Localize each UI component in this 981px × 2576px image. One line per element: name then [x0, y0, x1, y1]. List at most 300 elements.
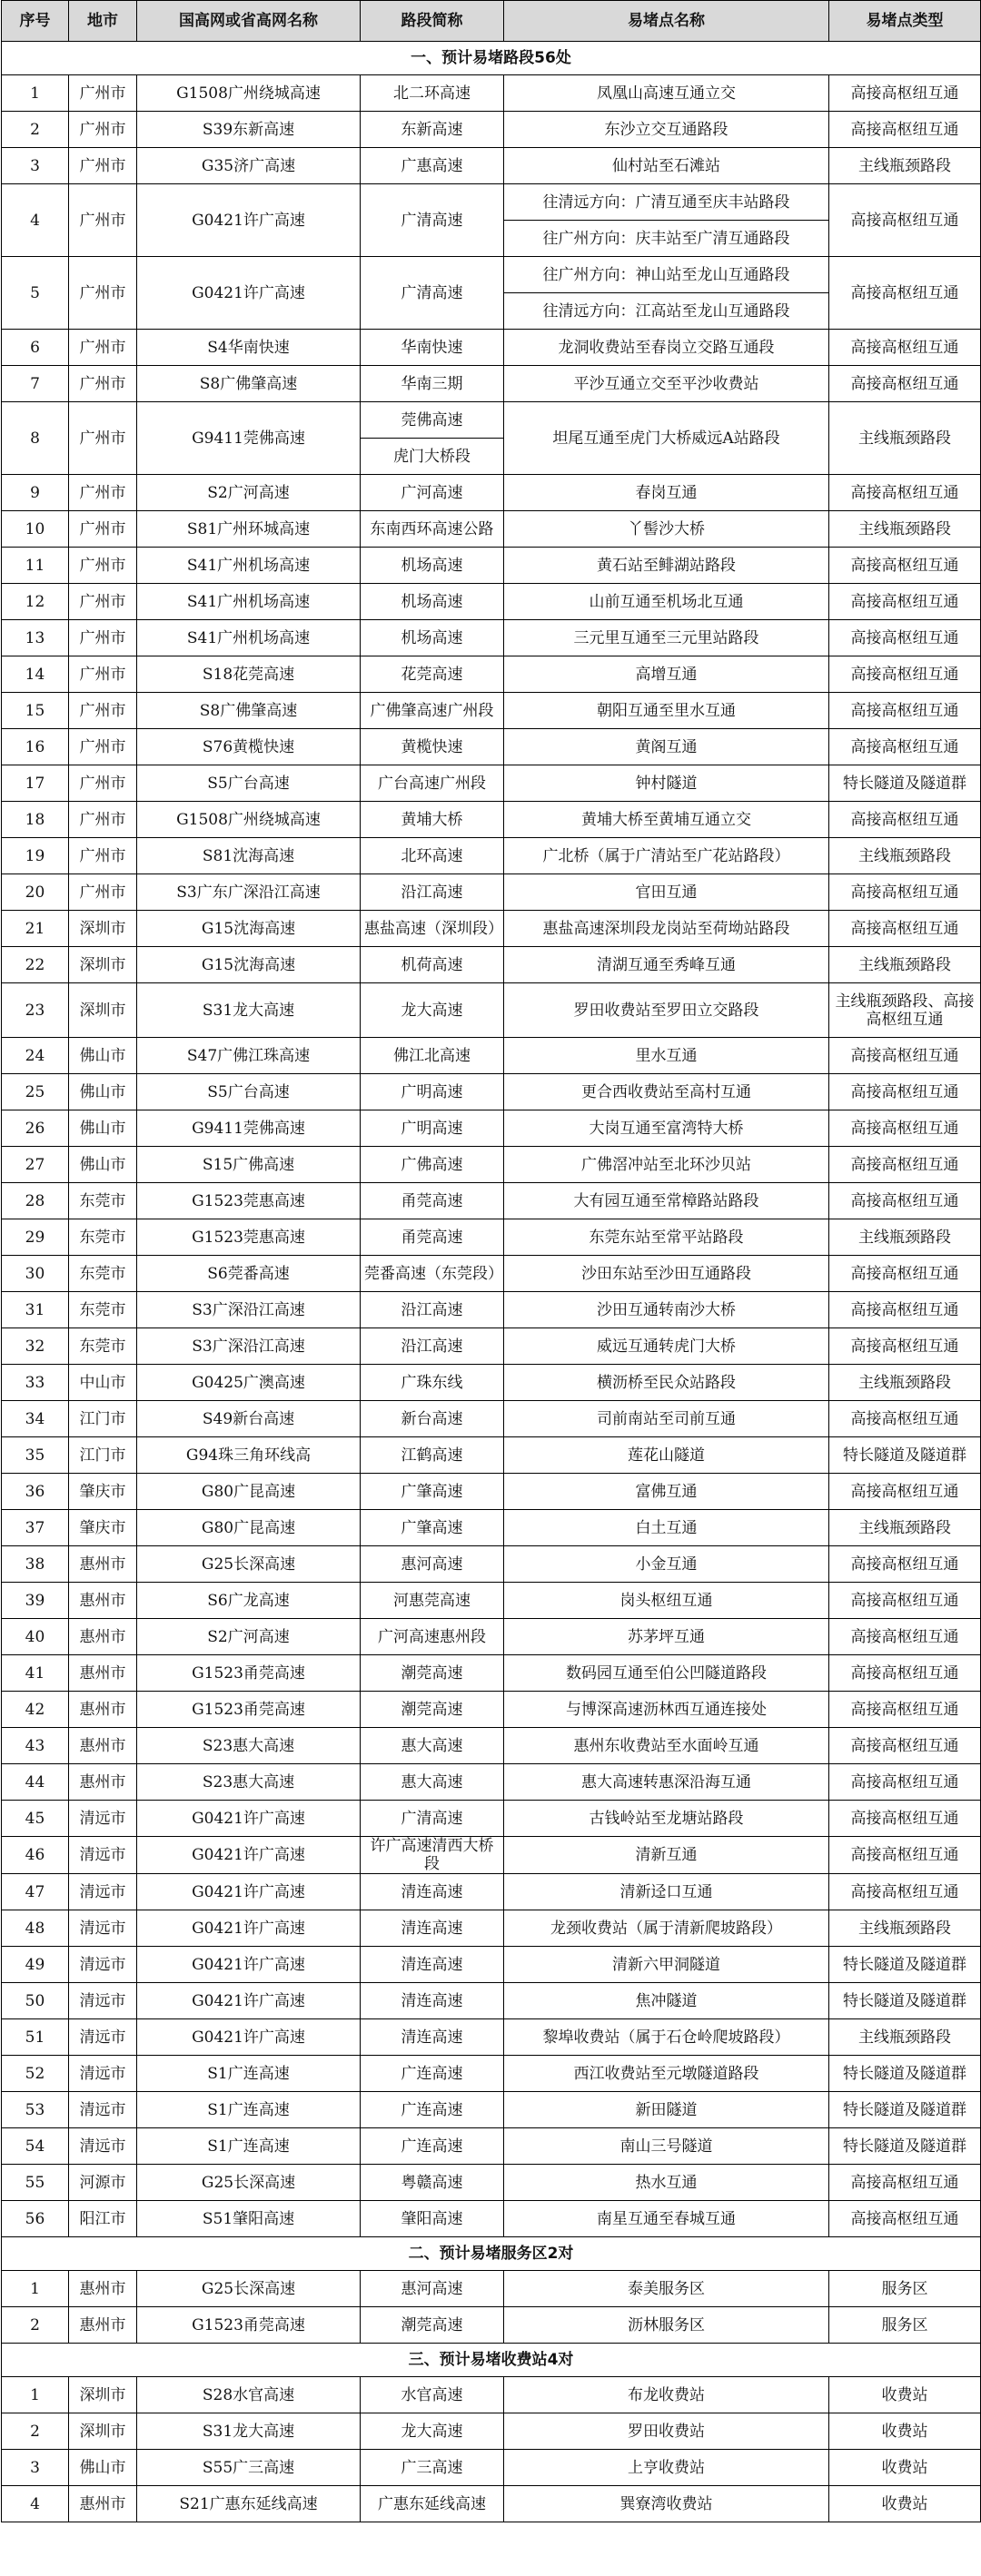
table-row: [2, 1837, 981, 1874]
point-type-cell: 收费站: [829, 2486, 981, 2522]
row-number: 1: [2, 75, 69, 112]
section-short-cell: 广肇高速: [361, 1510, 504, 1546]
congestion-point-cell: 黄阁互通: [504, 729, 829, 765]
road-name-cell: S3广深沿江高速: [137, 1292, 361, 1328]
road-name-cell: G25长深高速: [137, 1546, 361, 1583]
section-short-cell: 龙大高速: [361, 2413, 504, 2450]
point-type-cell: 高接高枢纽互通: [829, 1074, 981, 1110]
row-number: 11: [2, 548, 69, 584]
congestion-point-cell: 清新六甲洞隧道: [504, 1947, 829, 1983]
congestion-point-cell: 苏茅坪互通: [504, 1619, 829, 1655]
table-row: [2, 2019, 981, 2056]
congestion-point-cell: 莲花山隧道: [504, 1437, 829, 1474]
table-row: [2, 548, 981, 584]
section-short-cell: 华南快速: [361, 330, 504, 366]
section-short-cell: 广清高速: [361, 184, 504, 257]
table-row: [2, 75, 981, 112]
row-number: 2: [2, 2413, 69, 2450]
congestion-point-cell: 惠盐高速深圳段龙岗站至荷坳站路段: [504, 911, 829, 947]
city-cell: 广州市: [69, 112, 137, 148]
city-cell: 东莞市: [69, 1292, 137, 1328]
road-name-cell: S28水官高速: [137, 2377, 361, 2413]
point-type-cell: 主线瓶颈路段: [829, 1365, 981, 1401]
row-number: 18: [2, 802, 69, 838]
road-name-cell: S21广惠东延线高速: [137, 2486, 361, 2522]
row-number: 2: [2, 112, 69, 148]
point-type-cell: 特长隧道及隧道群: [829, 765, 981, 802]
city-cell: 清远市: [69, 1801, 137, 1837]
road-name-cell: S23惠大高速: [137, 1764, 361, 1801]
city-cell: 广州市: [69, 548, 137, 584]
road-name-cell: S4华南快速: [137, 330, 361, 366]
road-name-cell: G0421许广高速: [137, 1837, 361, 1874]
point-type-cell: 特长隧道及隧道群: [829, 2092, 981, 2128]
table-row: [2, 1801, 981, 1837]
point-type-cell: 高接高枢纽互通: [829, 1692, 981, 1728]
congestion-point-cell: 大岗互通至富湾特大桥: [504, 1110, 829, 1147]
road-name-cell: S1广连高速: [137, 2092, 361, 2128]
row-number: 52: [2, 2056, 69, 2092]
city-cell: 惠州市: [69, 2486, 137, 2522]
point-type-cell: 高接高枢纽互通: [829, 1583, 981, 1619]
congestion-point-cell: 焦冲隧道: [504, 1983, 829, 2019]
section-short-cell: 广连高速: [361, 2092, 504, 2128]
section-short-cell: 机场高速: [361, 584, 504, 620]
table-row: [2, 693, 981, 729]
point-type-cell: 高接高枢纽互通: [829, 656, 981, 693]
point-type-cell: 高接高枢纽互通: [829, 1764, 981, 1801]
congestion-point-cell: 往清远方向：江高站至龙山互通路段: [504, 293, 829, 330]
point-type-cell: 高接高枢纽互通: [829, 1292, 981, 1328]
section-short-cell: 东新高速: [361, 112, 504, 148]
city-cell: 惠州市: [69, 1764, 137, 1801]
point-type-cell: 高接高枢纽互通: [829, 1401, 981, 1437]
table-row: [2, 2128, 981, 2165]
road-name-cell: G0425广澳高速: [137, 1365, 361, 1401]
point-type-cell: 主线瓶颈路段: [829, 1910, 981, 1947]
city-cell: 深圳市: [69, 2413, 137, 2450]
city-cell: 佛山市: [69, 2450, 137, 2486]
header-type: 易堵点类型: [829, 1, 981, 42]
point-type-cell: 高接高枢纽互通: [829, 1038, 981, 1074]
city-cell: 广州市: [69, 729, 137, 765]
city-cell: 深圳市: [69, 983, 137, 1038]
road-name-cell: G1508广州绕城高速: [137, 75, 361, 112]
row-number: 41: [2, 1655, 69, 1692]
row-number: 25: [2, 1074, 69, 1110]
city-cell: 清远市: [69, 1874, 137, 1910]
table-row: [2, 2201, 981, 2237]
congestion-point-cell: 里水互通: [504, 1038, 829, 1074]
row-number: 56: [2, 2201, 69, 2237]
congestion-point-cell: 威远互通转虎门大桥: [504, 1328, 829, 1365]
city-cell: 河源市: [69, 2165, 137, 2201]
congestion-point-cell: 更合西收费站至高村互通: [504, 1074, 829, 1110]
road-name-cell: S41广州机场高速: [137, 548, 361, 584]
row-number: 36: [2, 1474, 69, 1510]
road-name-cell: G1523甬莞高速: [137, 1692, 361, 1728]
road-name-cell: G80广昆高速: [137, 1474, 361, 1510]
road-name-cell: S5广台高速: [137, 1074, 361, 1110]
road-name-cell: S51肇阳高速: [137, 2201, 361, 2237]
congestion-point-cell: 龙洞收费站至春岗立交路互通段: [504, 330, 829, 366]
table-row: [2, 1764, 981, 1801]
road-name-cell: S81沈海高速: [137, 838, 361, 874]
city-cell: 中山市: [69, 1365, 137, 1401]
row-number: 3: [2, 148, 69, 184]
congestion-point-cell: 热水互通: [504, 2165, 829, 2201]
table-row: [2, 1474, 981, 1510]
point-type-cell: 高接高枢纽互通: [829, 1874, 981, 1910]
congestion-point-cell: 往广州方向：庆丰站至广清互通路段: [504, 221, 829, 257]
section-short-cell: 广惠东延线高速: [361, 2486, 504, 2522]
row-number: 51: [2, 2019, 69, 2056]
row-number: 39: [2, 1583, 69, 1619]
point-type-cell: 主线瓶颈路段: [829, 838, 981, 874]
congestion-point-cell: 横沥桥至民众站路段: [504, 1365, 829, 1401]
section-short-cell: 甬莞高速: [361, 1219, 504, 1256]
congestion-point-cell: 仙村站至石滩站: [504, 148, 829, 184]
road-name-cell: G0421许广高速: [137, 184, 361, 257]
city-cell: 广州市: [69, 330, 137, 366]
city-cell: 惠州市: [69, 1655, 137, 1692]
point-type-cell: 主线瓶颈路段: [829, 1510, 981, 1546]
city-cell: 清远市: [69, 1983, 137, 2019]
city-cell: 深圳市: [69, 947, 137, 983]
table-row: [2, 112, 981, 148]
row-number: 26: [2, 1110, 69, 1147]
section-short-cell: 广台高速广州段: [361, 765, 504, 802]
section-short-cell: 清连高速: [361, 1874, 504, 1910]
table-row: [2, 802, 981, 838]
point-type-cell: 高接高枢纽互通: [829, 366, 981, 402]
section-short-cell: 清连高速: [361, 1910, 504, 1947]
road-name-cell: S47广佛江珠高速: [137, 1038, 361, 1074]
table-row: [2, 2056, 981, 2092]
table-row: [2, 911, 981, 947]
section-short-cell: 清连高速: [361, 1947, 504, 1983]
congestion-point-cell: 龙颈收费站（属于清新爬坡路段）: [504, 1910, 829, 1947]
city-cell: 广州市: [69, 620, 137, 656]
row-number: 24: [2, 1038, 69, 1074]
section-short-cell: 甬莞高速: [361, 1183, 504, 1219]
row-number: 22: [2, 947, 69, 983]
row-number: 16: [2, 729, 69, 765]
road-name-cell: G94珠三角环线高: [137, 1437, 361, 1474]
congestion-point-cell: 朝阳互通至里水互通: [504, 693, 829, 729]
congestion-point-cell: 丫髻沙大桥: [504, 511, 829, 548]
congestion-point-cell: 东沙立交互通路段: [504, 112, 829, 148]
road-name-cell: G9411莞佛高速: [137, 402, 361, 475]
table-row: [2, 1546, 981, 1583]
section-short-cell: 广河高速: [361, 475, 504, 511]
section-short-cell: 机场高速: [361, 548, 504, 584]
road-name-cell: S15广佛高速: [137, 1147, 361, 1183]
point-type-cell: 高接高枢纽互通: [829, 330, 981, 366]
section-short-cell: 广清高速: [361, 257, 504, 330]
road-name-cell: G0421许广高速: [137, 257, 361, 330]
congestion-point-cell: 东莞东站至常平站路段: [504, 1219, 829, 1256]
section-short-cell: 潮莞高速: [361, 2307, 504, 2344]
city-cell: 广州市: [69, 75, 137, 112]
table-row: [2, 584, 981, 620]
section-short-cell: 惠河高速: [361, 2271, 504, 2307]
row-number: 7: [2, 366, 69, 402]
table-row: [2, 330, 981, 366]
table-row: [2, 2486, 981, 2522]
point-type-cell: 高接高枢纽互通: [829, 1546, 981, 1583]
road-name-cell: G15沈海高速: [137, 947, 361, 983]
city-cell: 广州市: [69, 656, 137, 693]
point-type-cell: 高接高枢纽互通: [829, 184, 981, 257]
row-number: 29: [2, 1219, 69, 1256]
point-type-cell: 高接高枢纽互通: [829, 548, 981, 584]
road-name-cell: G0421许广高速: [137, 1947, 361, 1983]
section-short-cell: 江鹤高速: [361, 1437, 504, 1474]
row-number: 6: [2, 330, 69, 366]
row-number: 33: [2, 1365, 69, 1401]
congestion-point-cell: 司前南站至司前互通: [504, 1401, 829, 1437]
row-number: 1: [2, 2377, 69, 2413]
point-type-cell: 高接高枢纽互通: [829, 584, 981, 620]
congestion-point-cell: 往广州方向：神山站至龙山互通路段: [504, 257, 829, 293]
road-name-cell: S18花莞高速: [137, 656, 361, 693]
table-row: [2, 1038, 981, 1074]
congestion-point-cell: 黄石站至鲱湖站路段: [504, 548, 829, 584]
table-row: [2, 1619, 981, 1655]
section-short-cell: 广河高速惠州段: [361, 1619, 504, 1655]
point-type-cell: 高接高枢纽互通: [829, 1837, 981, 1874]
section-short-cell: 黄榄快速: [361, 729, 504, 765]
section-header-row: [2, 2344, 981, 2377]
city-cell: 惠州市: [69, 1583, 137, 1619]
city-cell: 广州市: [69, 184, 137, 257]
city-cell: 广州市: [69, 765, 137, 802]
city-cell: 清远市: [69, 2092, 137, 2128]
road-name-cell: S39东新高速: [137, 112, 361, 148]
city-cell: 东莞市: [69, 1328, 137, 1365]
table-row: [2, 1256, 981, 1292]
congestion-point-cell: 凤凰山高速互通立交: [504, 75, 829, 112]
section-short-cell: 广清高速: [361, 1801, 504, 1837]
congestion-point-cell: 泰美服务区: [504, 2271, 829, 2307]
point-type-cell: 高接高枢纽互通: [829, 1256, 981, 1292]
section-short-cell: 沿江高速: [361, 874, 504, 911]
row-number: 50: [2, 1983, 69, 2019]
row-number: 9: [2, 475, 69, 511]
row-number: 32: [2, 1328, 69, 1365]
point-type-cell: 高接高枢纽互通: [829, 1619, 981, 1655]
section-short-cell: 广肇高速: [361, 1474, 504, 1510]
city-cell: 深圳市: [69, 2377, 137, 2413]
point-type-cell: 高接高枢纽互通: [829, 620, 981, 656]
point-type-cell: 高接高枢纽互通: [829, 911, 981, 947]
header-city: 地市: [69, 1, 137, 42]
city-cell: 惠州市: [69, 2271, 137, 2307]
row-number: 17: [2, 765, 69, 802]
road-name-cell: S3广深沿江高速: [137, 1328, 361, 1365]
road-name-cell: S8广佛肇高速: [137, 693, 361, 729]
section-title: 二、预计易堵服务区2对: [2, 2237, 981, 2271]
congestion-point-cell: 黄埔大桥至黄埔互通立交: [504, 802, 829, 838]
row-number: 37: [2, 1510, 69, 1546]
congestion-point-cell: 沙田东站至沙田互通路段: [504, 1256, 829, 1292]
road-name-cell: G15沈海高速: [137, 911, 361, 947]
city-cell: 东莞市: [69, 1183, 137, 1219]
congestion-point-cell: 岗头枢纽互通: [504, 1583, 829, 1619]
section-short-cell: 黄埔大桥: [361, 802, 504, 838]
section-short-cell: 莞番高速（东莞段）: [361, 1256, 504, 1292]
table-row: [2, 257, 981, 293]
road-name-cell: S2广河高速: [137, 475, 361, 511]
city-cell: 肇庆市: [69, 1510, 137, 1546]
congestion-point-cell: 惠州东收费站至水面岭互通: [504, 1728, 829, 1764]
row-number: 13: [2, 620, 69, 656]
congestion-point-cell: 清湖互通至秀峰互通: [504, 947, 829, 983]
city-cell: 清远市: [69, 1910, 137, 1947]
row-number: 10: [2, 511, 69, 548]
congestion-point-cell: 广北桥（属于广清站至广花站路段）: [504, 838, 829, 874]
city-cell: 东莞市: [69, 1219, 137, 1256]
point-type-cell: 特长隧道及隧道群: [829, 2056, 981, 2092]
section-short-cell: 惠大高速: [361, 1728, 504, 1764]
road-name-cell: S81广州环城高速: [137, 511, 361, 548]
congestion-point-cell: 新田隧道: [504, 2092, 829, 2128]
table-row: [2, 1874, 981, 1910]
point-type-cell: 服务区: [829, 2271, 981, 2307]
city-cell: 清远市: [69, 1837, 137, 1874]
table-row: [2, 2450, 981, 2486]
point-type-cell: 主线瓶颈路段: [829, 947, 981, 983]
city-cell: 广州市: [69, 257, 137, 330]
table-header-row: [2, 1, 981, 42]
table-row: [2, 184, 981, 221]
congestion-point-cell: 官田互通: [504, 874, 829, 911]
point-type-cell: 高接高枢纽互通: [829, 1183, 981, 1219]
city-cell: 佛山市: [69, 1147, 137, 1183]
section-short-cell: 广珠东线: [361, 1365, 504, 1401]
section-short-cell: 东南西环高速公路: [361, 511, 504, 548]
congestion-point-cell: 三元里互通至三元里站路段: [504, 620, 829, 656]
section-short-cell: 北二环高速: [361, 75, 504, 112]
point-type-cell: 高接高枢纽互通: [829, 1728, 981, 1764]
point-type-cell: 高接高枢纽互通: [829, 112, 981, 148]
road-name-cell: S6莞番高速: [137, 1256, 361, 1292]
point-type-cell: 高接高枢纽互通: [829, 75, 981, 112]
section-short-cell: 虎门大桥段: [361, 439, 504, 475]
road-name-cell: G0421许广高速: [137, 1801, 361, 1837]
congestion-point-cell: 广佛滘冲站至北环沙贝站: [504, 1147, 829, 1183]
row-number: 42: [2, 1692, 69, 1728]
road-name-cell: S1广连高速: [137, 2056, 361, 2092]
road-name-cell: G1523甬莞高速: [137, 2307, 361, 2344]
road-name-cell: S41广州机场高速: [137, 584, 361, 620]
city-cell: 广州市: [69, 475, 137, 511]
header-short: 路段简称: [361, 1, 504, 42]
road-name-cell: G0421许广高速: [137, 2019, 361, 2056]
road-name-cell: S31龙大高速: [137, 2413, 361, 2450]
table-row: [2, 2307, 981, 2344]
point-type-cell: 高接高枢纽互通: [829, 1147, 981, 1183]
congestion-point-cell: 清新迳口互通: [504, 1874, 829, 1910]
row-number: 30: [2, 1256, 69, 1292]
road-name-cell: S3广东广深沿江高速: [137, 874, 361, 911]
table-row: [2, 1074, 981, 1110]
city-cell: 惠州市: [69, 2307, 137, 2344]
congestion-point-cell: 罗田收费站: [504, 2413, 829, 2450]
section-short-cell: 广连高速: [361, 2056, 504, 2092]
table-row: [2, 1655, 981, 1692]
point-type-cell: 主线瓶颈路段: [829, 148, 981, 184]
point-type-cell: 高接高枢纽互通: [829, 729, 981, 765]
road-name-cell: S6广龙高速: [137, 1583, 361, 1619]
road-name-cell: G0421许广高速: [137, 1983, 361, 2019]
table-row: [2, 2413, 981, 2450]
point-type-cell: 主线瓶颈路段: [829, 402, 981, 475]
row-number: 19: [2, 838, 69, 874]
table-row: [2, 1947, 981, 1983]
table-row: [2, 2377, 981, 2413]
section-short-cell: 新台高速: [361, 1401, 504, 1437]
congestion-point-cell: 山前互通至机场北互通: [504, 584, 829, 620]
section-short-cell: 河惠莞高速: [361, 1583, 504, 1619]
row-number: 45: [2, 1801, 69, 1837]
section-short-cell: 粤赣高速: [361, 2165, 504, 2201]
point-type-cell: 主线瓶颈路段: [829, 1219, 981, 1256]
row-number: 49: [2, 1947, 69, 1983]
row-number: 38: [2, 1546, 69, 1583]
point-type-cell: 高接高枢纽互通: [829, 874, 981, 911]
city-cell: 广州市: [69, 693, 137, 729]
congestion-point-cell: 与博深高速沥林西互通连接处: [504, 1692, 829, 1728]
city-cell: 江门市: [69, 1401, 137, 1437]
city-cell: 阳江市: [69, 2201, 137, 2237]
row-number: 28: [2, 1183, 69, 1219]
congestion-point-cell: 大有园互通至常樟路站路段: [504, 1183, 829, 1219]
row-number: 53: [2, 2092, 69, 2128]
point-type-cell: 高接高枢纽互通: [829, 2165, 981, 2201]
table-row: [2, 366, 981, 402]
table-row: [2, 1692, 981, 1728]
city-cell: 广州市: [69, 802, 137, 838]
congestion-table: [1, 0, 981, 2522]
congestion-point-cell: 沥林服务区: [504, 2307, 829, 2344]
section-short-cell: 肇阳高速: [361, 2201, 504, 2237]
row-number: 1: [2, 2271, 69, 2307]
road-name-cell: S76黄榄快速: [137, 729, 361, 765]
section-short-cell: 潮莞高速: [361, 1692, 504, 1728]
table-row: [2, 1983, 981, 2019]
congestion-point-cell: 往清远方向：广清互通至庆丰站路段: [504, 184, 829, 221]
congestion-point-cell: 惠大高速转惠深沿海互通: [504, 1764, 829, 1801]
row-number: 31: [2, 1292, 69, 1328]
point-type-cell: 收费站: [829, 2413, 981, 2450]
section-short-cell: 广三高速: [361, 2450, 504, 2486]
congestion-point-cell: 南星互通至春城互通: [504, 2201, 829, 2237]
row-number: 55: [2, 2165, 69, 2201]
table-row: [2, 1510, 981, 1546]
table-row: [2, 1219, 981, 1256]
section-short-cell: 莞佛高速: [361, 402, 504, 439]
row-number: 48: [2, 1910, 69, 1947]
road-name-cell: S2广河高速: [137, 1619, 361, 1655]
row-number: 54: [2, 2128, 69, 2165]
row-number: 3: [2, 2450, 69, 2486]
city-cell: 东莞市: [69, 1256, 137, 1292]
row-number: 4: [2, 184, 69, 257]
table-row: [2, 1401, 981, 1437]
row-number: 12: [2, 584, 69, 620]
